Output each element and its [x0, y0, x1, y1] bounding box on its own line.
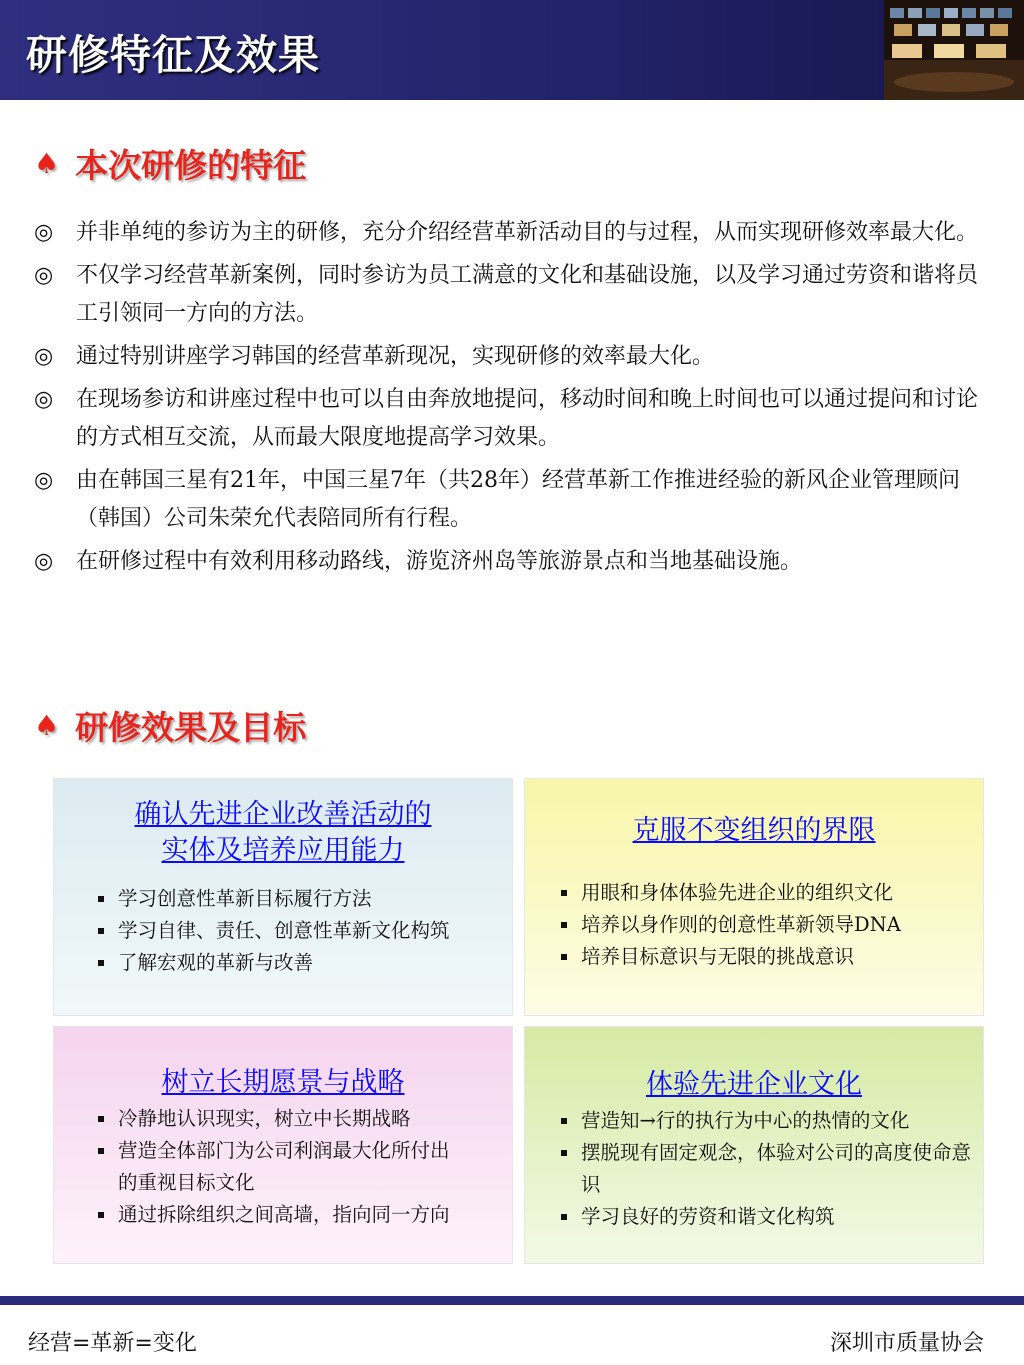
list-item: 培养以身作则的创意性革新领导DNA — [559, 909, 983, 941]
section-title-effects — [34, 702, 306, 749]
list-item: ◎ 在研修过程中有效利用移动路线，游览济州岛等旅游景点和当地基础设施。 — [34, 543, 984, 581]
features-list — [34, 214, 984, 586]
spade-icon: ♠ — [34, 147, 60, 180]
circle-bullet-icon: ◎ — [34, 468, 54, 493]
footer-slogan: 经营=革新=变化 — [28, 1331, 197, 1356]
list-item: 摆脱现有固定观念，体验对公司的高度使命意识 — [559, 1137, 971, 1201]
quadrant-culture — [524, 1026, 984, 1264]
list-item: 冷静地认识现实，树立中长期战略 — [96, 1103, 494, 1135]
list-item: ◎ 并非单纯的参访为主的研修，充分介绍经营革新活动目的与过程，从而实现研修效率最大化。 — [34, 214, 984, 252]
section-title-text: 研修效果及目标 — [75, 708, 307, 747]
list-item: 学习自律、责任、创意性革新文化构筑 — [96, 915, 512, 947]
list-item: 用眼和身体体验先进企业的组织文化 — [559, 877, 983, 909]
circle-bullet-icon: ◎ — [34, 220, 54, 245]
quadrant-vision — [53, 1026, 513, 1264]
quadrant-title[interactable]: 体验先进企业文化 — [646, 1069, 862, 1100]
quadrant-capability — [53, 778, 513, 1016]
list-item: 了解宏观的革新与改善 — [96, 947, 512, 979]
list-item: 通过拆除组织之间高墙，指向同一方向 — [96, 1199, 494, 1231]
list-item: ◎ 在现场参访和讲座过程中也可以自由奔放地提问，移动时间和晚上时间也可以通过提问和讨论的方式相互交流，从而最大限度地提高学习效果。 — [34, 381, 984, 457]
list-item: 培养目标意识与无限的挑战意识 — [559, 941, 983, 973]
footer-divider — [0, 1296, 1024, 1305]
list-item: ◎ 由在韩国三星有21年，中国三星7年（共28年）经营革新工作推进经验的新风企业管理顾问（韩国）公司朱荣允代表陪同所有行程。 — [34, 462, 984, 538]
list-item: 营造全体部门为公司利润最大化所付出的重视目标文化 — [96, 1135, 458, 1199]
quadrant-title[interactable]: 树立长期愿景与战略 — [161, 1067, 405, 1098]
circle-bullet-icon: ◎ — [34, 344, 54, 369]
circle-bullet-icon: ◎ — [34, 387, 54, 412]
circle-bullet-icon: ◎ — [34, 549, 54, 574]
list-item: 营造知→行的执行为中心的热情的文化 — [559, 1105, 971, 1137]
section-title-text: 本次研修的特征 — [75, 146, 307, 185]
list-item: ◎ 通过特别讲座学习韩国的经营革新现况，实现研修的效率最大化。 — [34, 338, 984, 376]
quadrant-organization — [524, 778, 984, 1016]
quadrant-title[interactable]: 确认先进企业改善活动的 实体及培养应用能力 — [134, 799, 432, 866]
footer-organization: 深圳市质量协会 — [829, 1331, 984, 1356]
control-room-photo — [884, 0, 1024, 100]
circle-bullet-icon: ◎ — [34, 263, 54, 288]
list-item: 学习良好的劳资和谐文化构筑 — [559, 1201, 971, 1233]
spade-icon: ♠ — [34, 709, 60, 742]
list-item: ◎ 不仅学习经营革新案例，同时参访为员工满意的文化和基础设施，以及学习通过劳资和谐将员工引领同一方向的方法。 — [34, 257, 984, 333]
page-title: 研修特征及效果 — [26, 31, 320, 79]
list-item: 学习创意性革新目标履行方法 — [96, 883, 512, 915]
section-title-features — [34, 140, 306, 187]
header-bar — [0, 0, 1024, 100]
quadrant-title[interactable]: 克服不变组织的界限 — [632, 815, 876, 846]
